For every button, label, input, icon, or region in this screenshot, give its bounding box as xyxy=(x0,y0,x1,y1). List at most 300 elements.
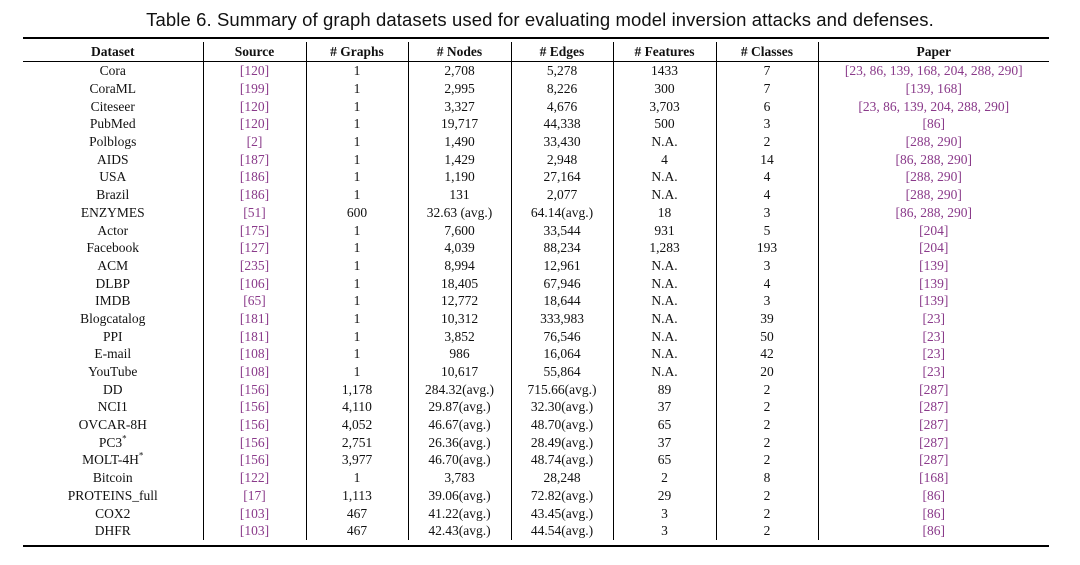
source-cell xyxy=(203,292,306,310)
nodes-cell: 131 xyxy=(408,186,511,204)
nodes-cell: 46.67(avg.) xyxy=(408,416,511,434)
graphs-cell: 1 xyxy=(306,186,408,204)
source-citation-link[interactable]: [103] xyxy=(239,505,270,521)
graphs-cell: 1 xyxy=(306,221,408,239)
classes-cell: 42 xyxy=(716,345,818,363)
graphs-cell: 1 xyxy=(306,62,408,80)
dataset-name: DHFR xyxy=(94,523,131,539)
table-row xyxy=(23,97,1049,115)
edges-cell: 67,946 xyxy=(511,274,613,292)
graphs-cell: 3,977 xyxy=(306,451,408,469)
dataset-cell xyxy=(23,97,203,115)
table-row xyxy=(23,380,1049,398)
table-row xyxy=(23,62,1049,80)
header-source: Source xyxy=(203,42,306,62)
source-citation-link[interactable]: [122] xyxy=(239,470,270,486)
datasets-table xyxy=(23,42,1049,540)
nodes-cell: 8,994 xyxy=(408,257,511,275)
dataset-name: YouTube xyxy=(88,364,138,380)
edges-cell: 48.74(avg.) xyxy=(511,451,613,469)
paper-citation-link[interactable]: [168] xyxy=(919,470,949,486)
features-cell: N.A. xyxy=(613,168,716,186)
dataset-name: PROTEINS_full xyxy=(67,487,158,503)
classes-cell: 2 xyxy=(716,487,818,505)
graphs-cell: 4,110 xyxy=(306,398,408,416)
graphs-cell: 1 xyxy=(306,310,408,328)
header-paper: Paper xyxy=(818,42,1049,62)
header-classes: # Classes xyxy=(716,42,818,62)
edges-cell: 43.45(avg.) xyxy=(511,504,613,522)
classes-cell: 2 xyxy=(716,451,818,469)
source-citation-link[interactable]: [186] xyxy=(239,169,270,185)
nodes-cell: 26.36(avg.) xyxy=(408,433,511,451)
source-cell xyxy=(203,327,306,345)
paper-cell xyxy=(818,522,1049,540)
graphs-cell: 1 xyxy=(306,115,408,133)
paper-citation-link[interactable]: [23] xyxy=(922,328,945,344)
paper-cell xyxy=(818,80,1049,98)
features-cell: 931 xyxy=(613,221,716,239)
paper-cell xyxy=(818,398,1049,416)
edges-cell: 55,864 xyxy=(511,363,613,381)
dataset-cell xyxy=(23,380,203,398)
dataset-name: ENZYMES xyxy=(80,204,145,220)
header-edges: # Edges xyxy=(511,42,613,62)
paper-cell xyxy=(818,115,1049,133)
source-cell xyxy=(203,168,306,186)
features-cell: 4 xyxy=(613,150,716,168)
nodes-cell: 3,327 xyxy=(408,97,511,115)
graphs-cell: 1 xyxy=(306,274,408,292)
dataset-cell xyxy=(23,345,203,363)
features-cell: 3 xyxy=(613,504,716,522)
edges-cell: 27,164 xyxy=(511,168,613,186)
features-cell: N.A. xyxy=(613,292,716,310)
dataset-name: CoraML xyxy=(89,81,136,97)
source-citation-link[interactable]: [181] xyxy=(239,328,270,344)
dataset-cell xyxy=(23,363,203,381)
features-cell: 1433 xyxy=(613,62,716,80)
table-row xyxy=(23,433,1049,451)
paper-cell xyxy=(818,239,1049,257)
graphs-cell: 1 xyxy=(306,97,408,115)
dataset-cell xyxy=(23,133,203,151)
classes-cell: 3 xyxy=(716,292,818,310)
classes-cell: 6 xyxy=(716,97,818,115)
source-citation-link[interactable]: [106] xyxy=(239,275,270,291)
table-row xyxy=(23,451,1049,469)
graphs-cell: 1 xyxy=(306,239,408,257)
source-cell xyxy=(203,115,306,133)
source-cell xyxy=(203,80,306,98)
table-row xyxy=(23,204,1049,222)
dataset-name: PPI xyxy=(102,328,123,344)
classes-cell: 4 xyxy=(716,168,818,186)
paper-cell xyxy=(818,416,1049,434)
dataset-cell xyxy=(23,239,203,257)
paper-citation-link[interactable]: [288, 290] xyxy=(905,169,962,185)
graphs-cell: 2,751 xyxy=(306,433,408,451)
source-cell xyxy=(203,133,306,151)
nodes-cell: 46.70(avg.) xyxy=(408,451,511,469)
dataset-name: Polblogs xyxy=(89,134,137,150)
paper-cell xyxy=(818,327,1049,345)
paper-cell xyxy=(818,133,1049,151)
classes-cell: 2 xyxy=(716,416,818,434)
source-cell xyxy=(203,274,306,292)
table-row xyxy=(23,168,1049,186)
features-cell: N.A. xyxy=(613,186,716,204)
nodes-cell: 2,995 xyxy=(408,80,511,98)
edges-cell: 8,226 xyxy=(511,80,613,98)
nodes-cell: 986 xyxy=(408,345,511,363)
edges-cell: 28.49(avg.) xyxy=(511,433,613,451)
features-cell: N.A. xyxy=(613,327,716,345)
dataset-cell xyxy=(23,469,203,487)
dataset-name: AIDS xyxy=(96,151,129,167)
nodes-cell: 18,405 xyxy=(408,274,511,292)
source-cell xyxy=(203,204,306,222)
classes-cell: 20 xyxy=(716,363,818,381)
paper-citation-link[interactable]: [23, 86, 139, 168, 204, 288, 290] xyxy=(844,63,1023,79)
dataset-name: Bitcoin xyxy=(92,470,133,486)
dataset-cell xyxy=(23,150,203,168)
features-cell: 37 xyxy=(613,433,716,451)
header-graphs: # Graphs xyxy=(306,42,408,62)
source-citation-link[interactable]: [2] xyxy=(246,134,263,150)
features-cell: 500 xyxy=(613,115,716,133)
source-cell xyxy=(203,239,306,257)
source-citation-link[interactable]: [235] xyxy=(239,257,270,273)
paper-citation-link[interactable]: [287] xyxy=(919,434,949,450)
header-features: # Features xyxy=(613,42,716,62)
graphs-cell: 467 xyxy=(306,522,408,540)
edges-cell: 44,338 xyxy=(511,115,613,133)
table-row xyxy=(23,416,1049,434)
paper-cell xyxy=(818,487,1049,505)
table-row xyxy=(23,345,1049,363)
features-cell: N.A. xyxy=(613,310,716,328)
edges-cell: 72.82(avg.) xyxy=(511,487,613,505)
dataset-name: MOLT-4H xyxy=(82,452,139,468)
table-row xyxy=(23,239,1049,257)
dataset-cell xyxy=(23,186,203,204)
dataset-name: E-mail xyxy=(94,346,132,362)
source-citation-link[interactable]: [186] xyxy=(239,187,270,203)
classes-cell: 5 xyxy=(716,221,818,239)
source-citation-link[interactable]: [108] xyxy=(239,364,270,380)
paper-citation-link[interactable]: [139] xyxy=(919,293,949,309)
paper-citation-link[interactable]: [288, 290] xyxy=(905,187,962,203)
graphs-cell: 4,052 xyxy=(306,416,408,434)
dataset-name: USA xyxy=(99,169,127,185)
table-row xyxy=(23,221,1049,239)
dataset-name: Actor xyxy=(97,222,129,238)
graphs-cell: 1 xyxy=(306,168,408,186)
paper-citation-link[interactable]: [23, 86, 139, 204, 288, 290] xyxy=(858,98,1010,114)
table-row xyxy=(23,133,1049,151)
table-row xyxy=(23,257,1049,275)
classes-cell: 50 xyxy=(716,327,818,345)
edges-cell: 16,064 xyxy=(511,345,613,363)
graphs-cell: 1 xyxy=(306,363,408,381)
dataset-name: DD xyxy=(103,381,123,397)
source-cell xyxy=(203,433,306,451)
dataset-cell xyxy=(23,504,203,522)
paper-citation-link[interactable]: [23] xyxy=(922,364,945,380)
dataset-name: OVCAR-8H xyxy=(78,417,147,433)
source-citation-link[interactable]: [156] xyxy=(239,452,270,468)
source-citation-link[interactable]: [127] xyxy=(239,240,270,256)
dataset-cell xyxy=(23,310,203,328)
dataset-cell xyxy=(23,62,203,80)
classes-cell: 7 xyxy=(716,80,818,98)
nodes-cell: 41.22(avg.) xyxy=(408,504,511,522)
edges-cell: 12,961 xyxy=(511,257,613,275)
table-row xyxy=(23,186,1049,204)
source-cell xyxy=(203,451,306,469)
dataset-cell xyxy=(23,522,203,540)
dataset-cell xyxy=(23,257,203,275)
source-cell xyxy=(203,221,306,239)
graphs-cell: 600 xyxy=(306,204,408,222)
classes-cell: 2 xyxy=(716,522,818,540)
classes-cell: 3 xyxy=(716,204,818,222)
source-cell xyxy=(203,469,306,487)
edges-cell: 32.30(avg.) xyxy=(511,398,613,416)
nodes-cell: 1,190 xyxy=(408,168,511,186)
dataset-cell xyxy=(23,398,203,416)
source-citation-link[interactable]: [156] xyxy=(239,399,270,415)
nodes-cell: 1,490 xyxy=(408,133,511,151)
graphs-cell: 1 xyxy=(306,345,408,363)
features-cell: N.A. xyxy=(613,345,716,363)
source-citation-link[interactable]: [103] xyxy=(239,523,270,539)
edges-cell: 4,676 xyxy=(511,97,613,115)
classes-cell: 4 xyxy=(716,274,818,292)
dataset-cell xyxy=(23,416,203,434)
source-citation-link[interactable]: [65] xyxy=(243,293,266,309)
source-cell xyxy=(203,398,306,416)
nodes-cell: 32.63 (avg.) xyxy=(408,204,511,222)
paper-cell xyxy=(818,274,1049,292)
dataset-name: ACM xyxy=(97,257,129,273)
graphs-cell: 1 xyxy=(306,150,408,168)
classes-cell: 2 xyxy=(716,504,818,522)
dataset-cell xyxy=(23,274,203,292)
classes-cell: 7 xyxy=(716,62,818,80)
dataset-name: Citeseer xyxy=(90,98,135,114)
features-cell: 89 xyxy=(613,380,716,398)
paper-cell xyxy=(818,186,1049,204)
nodes-cell: 42.43(avg.) xyxy=(408,522,511,540)
paper-citation-link[interactable]: [86, 288, 290] xyxy=(895,151,972,167)
paper-cell xyxy=(818,97,1049,115)
nodes-cell: 2,708 xyxy=(408,62,511,80)
table-row xyxy=(23,292,1049,310)
features-cell: 300 xyxy=(613,80,716,98)
edges-cell: 33,544 xyxy=(511,221,613,239)
table-row xyxy=(23,487,1049,505)
dataset-cell xyxy=(23,221,203,239)
paper-cell xyxy=(818,221,1049,239)
features-cell: 3,703 xyxy=(613,97,716,115)
graphs-cell: 1 xyxy=(306,292,408,310)
graphs-cell: 1 xyxy=(306,257,408,275)
source-citation-link[interactable]: [156] xyxy=(239,434,270,450)
nodes-cell: 3,852 xyxy=(408,327,511,345)
dataset-name: Blogcatalog xyxy=(80,310,146,326)
paper-citation-link[interactable]: [86] xyxy=(922,487,945,503)
graphs-cell: 1 xyxy=(306,327,408,345)
source-cell xyxy=(203,310,306,328)
dataset-footnote-mark: * xyxy=(122,433,127,444)
paper-citation-link[interactable]: [204] xyxy=(919,222,949,238)
paper-cell xyxy=(818,433,1049,451)
source-citation-link[interactable]: [120] xyxy=(239,116,270,132)
nodes-cell: 39.06(avg.) xyxy=(408,487,511,505)
table-row xyxy=(23,522,1049,540)
dataset-name: NCI1 xyxy=(97,399,128,415)
nodes-cell: 284.32(avg.) xyxy=(408,380,511,398)
features-cell: 1,283 xyxy=(613,239,716,257)
edges-cell: 333,983 xyxy=(511,310,613,328)
paper-citation-link[interactable]: [86] xyxy=(922,505,945,521)
header-row xyxy=(23,42,1049,62)
classes-cell: 14 xyxy=(716,150,818,168)
source-citation-link[interactable]: [156] xyxy=(239,417,270,433)
paper-citation-link[interactable]: [23] xyxy=(922,310,945,326)
header-dataset: Dataset xyxy=(91,44,135,59)
source-cell xyxy=(203,97,306,115)
source-citation-link[interactable]: [187] xyxy=(239,151,270,167)
nodes-cell: 12,772 xyxy=(408,292,511,310)
features-cell: N.A. xyxy=(613,133,716,151)
edges-cell: 76,546 xyxy=(511,327,613,345)
source-citation-link[interactable]: [17] xyxy=(243,487,266,503)
graphs-cell: 1 xyxy=(306,469,408,487)
table-row xyxy=(23,469,1049,487)
dataset-cell xyxy=(23,292,203,310)
paper-cell xyxy=(818,380,1049,398)
paper-cell xyxy=(818,62,1049,80)
edges-cell: 64.14(avg.) xyxy=(511,204,613,222)
dataset-cell xyxy=(23,115,203,133)
classes-cell: 2 xyxy=(716,133,818,151)
graphs-cell: 1 xyxy=(306,80,408,98)
paper-citation-link[interactable]: [139] xyxy=(919,275,949,291)
source-citation-link[interactable]: [156] xyxy=(239,381,270,397)
dataset-name: Brazil xyxy=(96,187,130,203)
paper-cell xyxy=(818,504,1049,522)
classes-cell: 8 xyxy=(716,469,818,487)
paper-citation-link[interactable]: [204] xyxy=(919,240,949,256)
classes-cell: 3 xyxy=(716,257,818,275)
edges-cell: 88,234 xyxy=(511,239,613,257)
paper-cell xyxy=(818,345,1049,363)
source-cell xyxy=(203,363,306,381)
paper-cell xyxy=(818,310,1049,328)
dataset-name: Facebook xyxy=(86,240,139,256)
edges-cell: 2,948 xyxy=(511,150,613,168)
features-cell: 65 xyxy=(613,416,716,434)
table-caption: Table 6. Summary of graph datasets used for evaluating model inversion attacks and defenses. xyxy=(146,9,934,30)
nodes-cell: 3,783 xyxy=(408,469,511,487)
paper-citation-link[interactable]: [139] xyxy=(919,257,949,273)
source-citation-link[interactable]: [108] xyxy=(239,346,270,362)
source-cell xyxy=(203,186,306,204)
features-cell: 65 xyxy=(613,451,716,469)
paper-cell xyxy=(818,451,1049,469)
paper-cell xyxy=(818,204,1049,222)
paper-citation-link[interactable]: [86] xyxy=(922,116,945,132)
source-cell xyxy=(203,522,306,540)
features-cell: N.A. xyxy=(613,274,716,292)
nodes-cell: 19,717 xyxy=(408,115,511,133)
paper-cell xyxy=(818,257,1049,275)
paper-cell xyxy=(818,168,1049,186)
dataset-name: DLBP xyxy=(95,275,130,291)
source-citation-link[interactable]: [120] xyxy=(239,98,270,114)
source-cell xyxy=(203,257,306,275)
source-citation-link[interactable]: [199] xyxy=(239,81,270,97)
table-row xyxy=(23,363,1049,381)
paper-citation-link[interactable]: [86, 288, 290] xyxy=(895,204,972,220)
source-cell xyxy=(203,416,306,434)
features-cell: 37 xyxy=(613,398,716,416)
paper-citation-link[interactable]: [287] xyxy=(919,381,949,397)
dataset-cell xyxy=(23,80,203,98)
dataset-footnote-mark: * xyxy=(138,451,144,461)
dataset-cell xyxy=(23,168,203,186)
paper-citation-link[interactable]: [86] xyxy=(922,523,945,539)
features-cell: N.A. xyxy=(613,363,716,381)
bottom-rule xyxy=(23,545,1049,547)
paper-citation-link[interactable]: [287] xyxy=(919,417,949,433)
paper-cell xyxy=(818,292,1049,310)
nodes-cell: 1,429 xyxy=(408,150,511,168)
paper-cell xyxy=(818,150,1049,168)
source-citation-link[interactable]: [175] xyxy=(239,222,270,238)
classes-cell: 2 xyxy=(716,398,818,416)
paper-citation-link[interactable]: [288, 290] xyxy=(905,134,962,150)
features-cell: 18 xyxy=(613,204,716,222)
features-cell: N.A. xyxy=(613,257,716,275)
table-row xyxy=(23,80,1049,98)
paper-citation-link[interactable]: [287] xyxy=(919,399,949,415)
dataset-cell xyxy=(23,204,203,222)
source-cell xyxy=(203,504,306,522)
graphs-cell: 1,178 xyxy=(306,380,408,398)
edges-cell: 33,430 xyxy=(511,133,613,151)
paper-citation-link[interactable]: [23] xyxy=(922,346,945,362)
source-citation-link[interactable]: [51] xyxy=(243,204,266,220)
source-citation-link[interactable]: [120] xyxy=(239,63,270,79)
dataset-name: IMDB xyxy=(95,293,131,309)
source-cell xyxy=(203,150,306,168)
edges-cell: 18,644 xyxy=(511,292,613,310)
features-cell: 2 xyxy=(613,469,716,487)
table-row xyxy=(23,310,1049,328)
source-citation-link[interactable]: [181] xyxy=(239,310,270,326)
table-row xyxy=(23,115,1049,133)
classes-cell: 2 xyxy=(716,380,818,398)
paper-citation-link[interactable]: [287] xyxy=(919,452,949,468)
source-cell xyxy=(203,487,306,505)
paper-citation-link[interactable]: [139, 168] xyxy=(905,81,962,97)
table-row xyxy=(23,150,1049,168)
nodes-cell: 10,312 xyxy=(408,310,511,328)
